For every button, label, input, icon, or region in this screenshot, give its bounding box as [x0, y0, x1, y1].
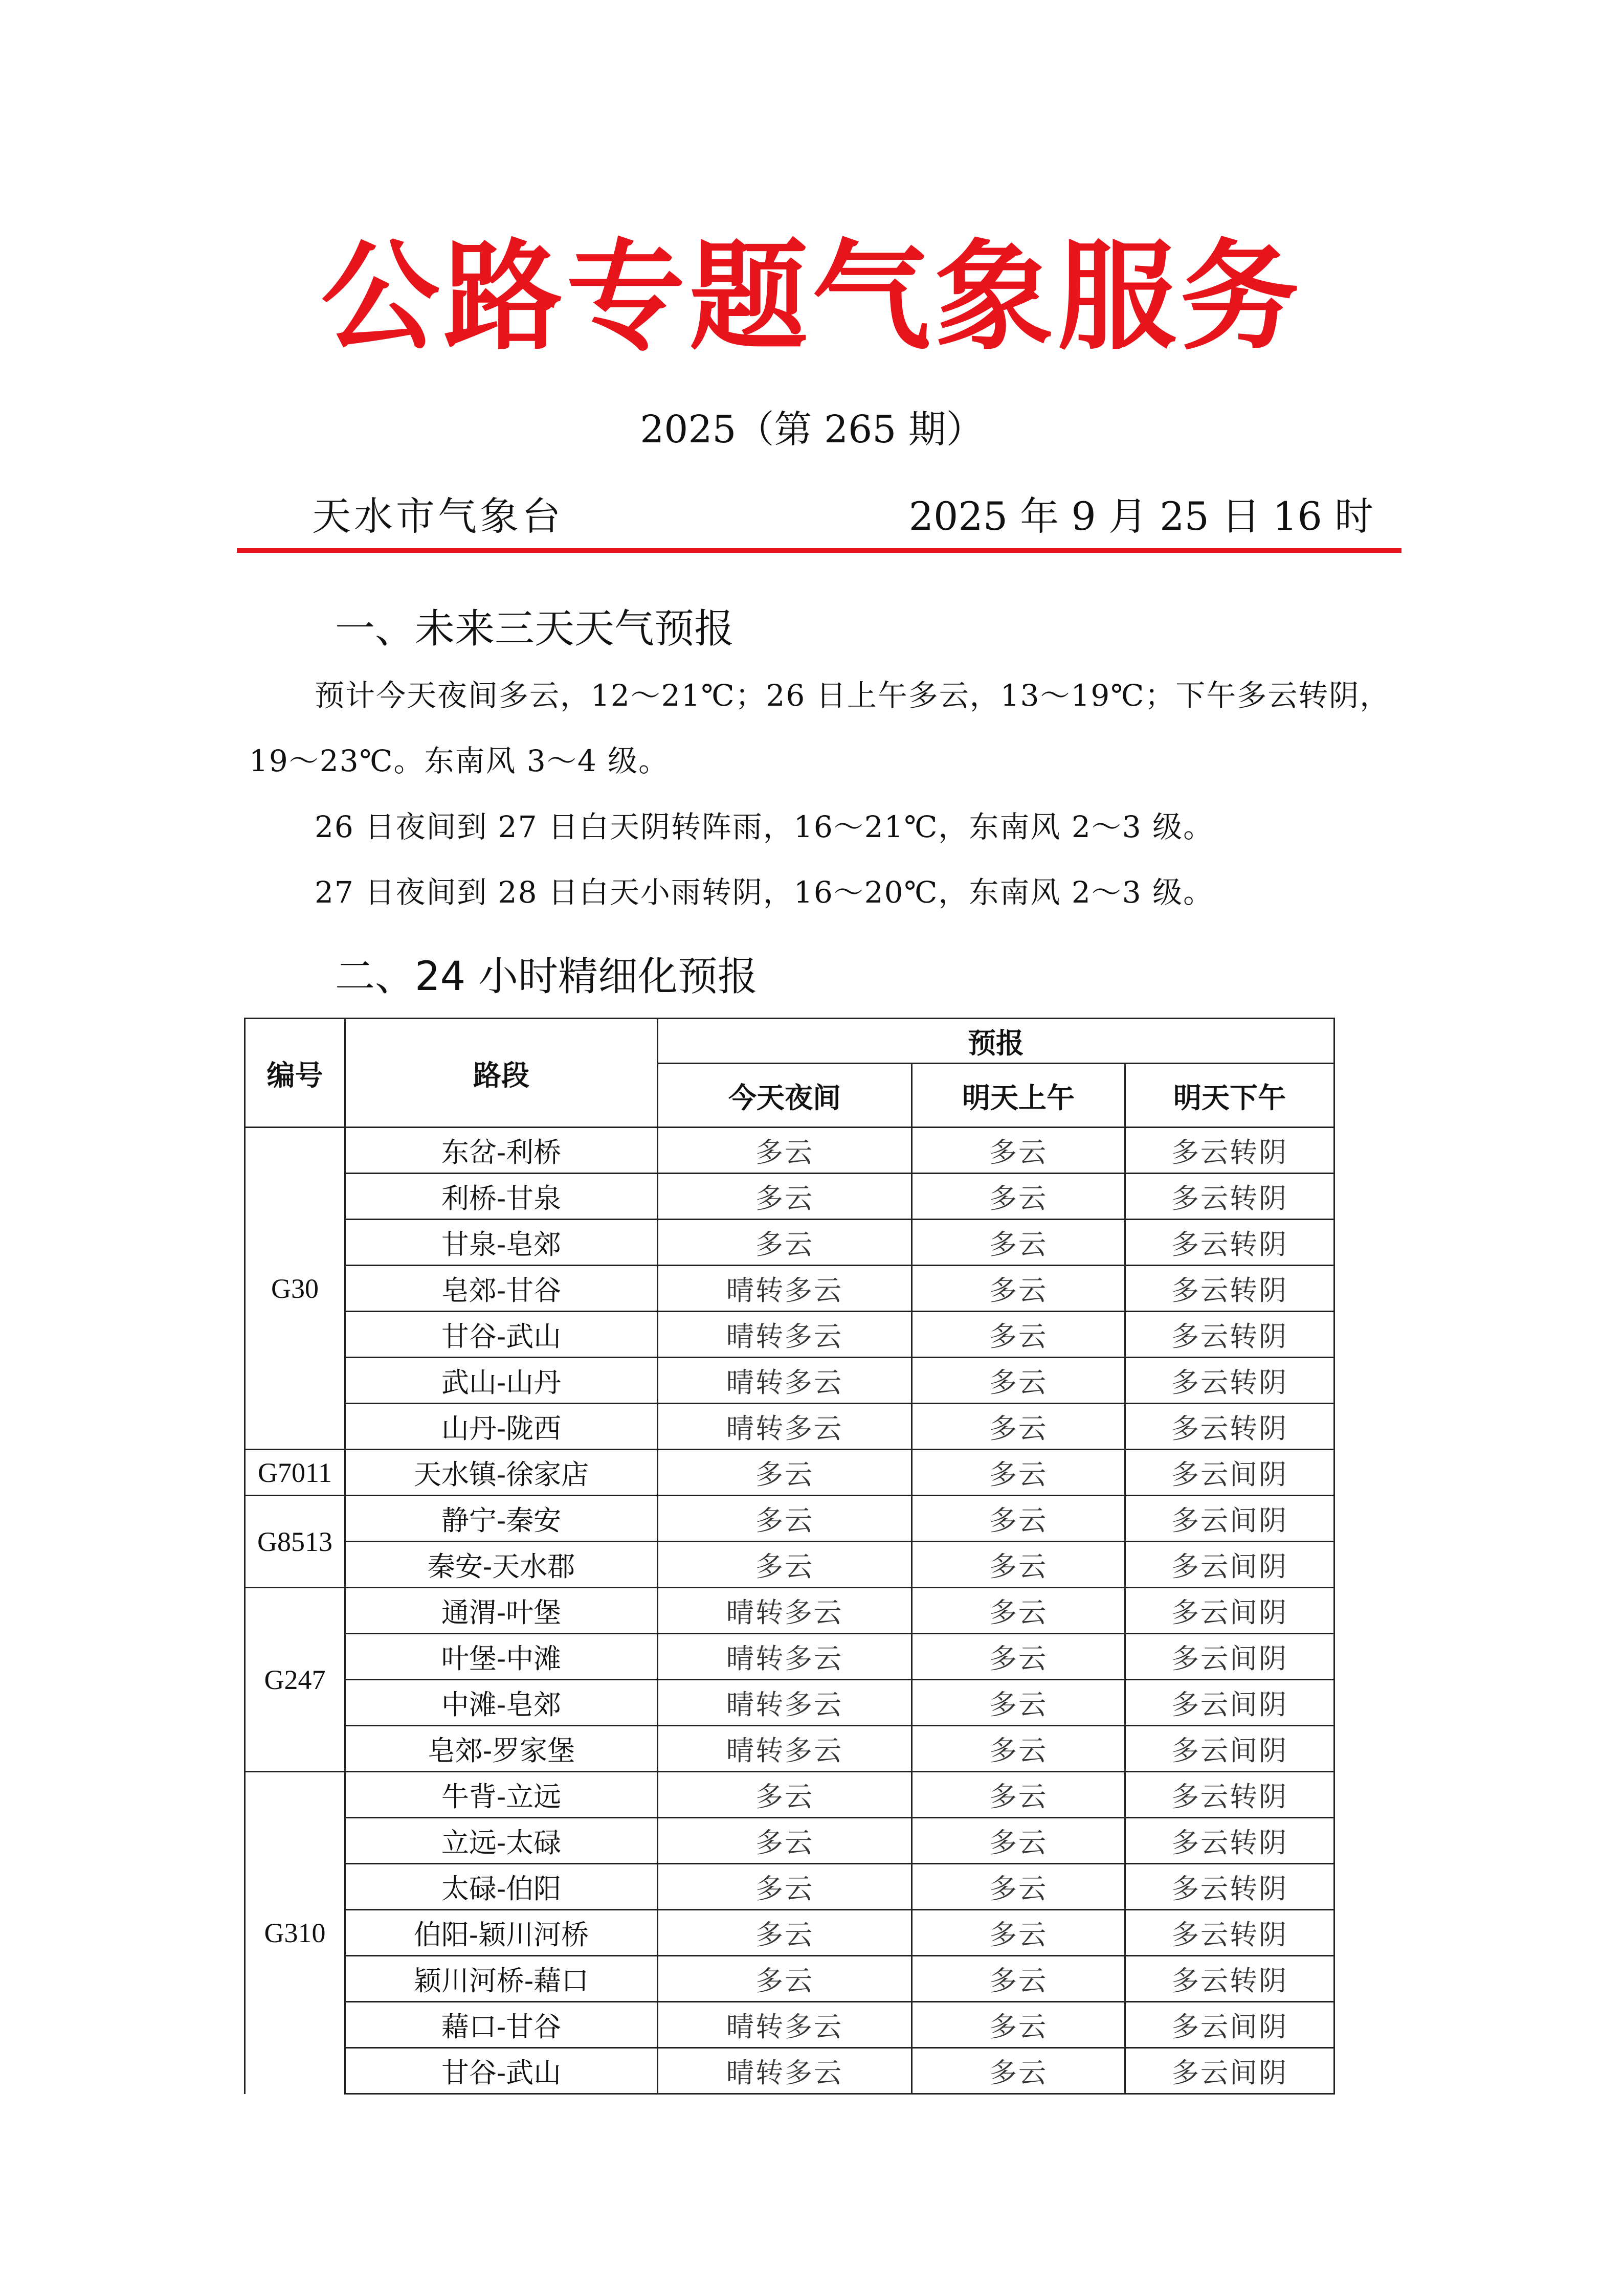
table-row [245, 1634, 1334, 1680]
issue-number: 2025（第 265 期） [640, 408, 984, 452]
section-heading-detailed: 二、24 小时精细化预报 [335, 954, 758, 1000]
table-row [245, 1910, 1334, 1956]
col-header-tonight: 今天夜间 [658, 1064, 912, 1128]
segment-cell: 东岔-利桥 [345, 1128, 658, 1174]
forecast-paragraph: 27 日夜间到 28 日白天小雨转阴，16～20℃，东南风 2～3 级。 [315, 875, 1214, 910]
table-row [245, 1450, 1334, 1496]
segment-cell: 天水镇-徐家店 [345, 1450, 658, 1496]
tonight-cell: 多云 [658, 1864, 912, 1910]
col-header-segment: 路段 [345, 1019, 658, 1128]
road-id-cell: G30 [245, 1128, 345, 1450]
segment-cell: 甘谷-武山 [345, 1312, 658, 1358]
tomorrow-am-cell: 多云 [912, 1312, 1125, 1358]
segment-cell: 静宁-秦安 [345, 1496, 658, 1542]
tomorrow-pm-cell: 多云转阴 [1125, 1772, 1334, 1818]
tomorrow-pm-cell: 多云转阴 [1125, 1956, 1334, 2002]
tonight-cell: 晴转多云 [658, 1726, 912, 1772]
segment-cell: 叶堡-中滩 [345, 1634, 658, 1680]
forecast-paragraph-line: 19～23℃。东南风 3～4 级。 [249, 744, 670, 778]
table-row [245, 1312, 1334, 1358]
col-header-tomorrow-am: 明天上午 [912, 1064, 1125, 1128]
tomorrow-am-cell: 多云 [912, 1496, 1125, 1542]
red-divider [237, 548, 1401, 553]
issuer-date-line [312, 488, 1373, 545]
tomorrow-pm-cell: 多云转阴 [1125, 1128, 1334, 1174]
tomorrow-pm-cell: 多云转阴 [1125, 1910, 1334, 1956]
tomorrow-pm-cell: 多云转阴 [1125, 1358, 1334, 1404]
tonight-cell: 多云 [658, 1542, 912, 1588]
table-row [245, 1772, 1334, 1818]
segment-cell: 立远-太碌 [345, 1818, 658, 1864]
tomorrow-am-cell: 多云 [912, 1956, 1125, 2002]
col-header-id: 编号 [245, 1019, 345, 1128]
issue-date: 2025 年 9 月 25 日 16 时 [908, 493, 1373, 539]
tomorrow-am-cell: 多云 [912, 2002, 1125, 2048]
table-row [245, 1358, 1334, 1404]
segment-cell: 通渭-叶堡 [345, 1588, 658, 1634]
tomorrow-am-cell: 多云 [912, 1404, 1125, 1450]
tomorrow-pm-cell: 多云间阴 [1125, 2048, 1334, 2094]
tomorrow-pm-cell: 多云转阴 [1125, 1220, 1334, 1266]
tonight-cell: 晴转多云 [658, 1266, 912, 1312]
section-heading-forecast: 一、未来三天天气预报 [335, 606, 735, 652]
road-id-cell: G247 [245, 1588, 345, 1772]
tomorrow-am-cell: 多云 [912, 1174, 1125, 1220]
table-row [245, 1404, 1334, 1450]
tomorrow-pm-cell: 多云间阴 [1125, 1726, 1334, 1772]
tonight-cell: 晴转多云 [658, 2002, 912, 2048]
segment-cell: 武山-山丹 [345, 1358, 658, 1404]
tomorrow-am-cell: 多云 [912, 1542, 1125, 1588]
tomorrow-pm-cell: 多云间阴 [1125, 1542, 1334, 1588]
tomorrow-pm-cell: 多云转阴 [1125, 1404, 1334, 1450]
segment-cell: 皂郊-罗家堡 [345, 1726, 658, 1772]
tonight-cell: 多云 [658, 1818, 912, 1864]
tomorrow-am-cell: 多云 [912, 1726, 1125, 1772]
table-row [245, 1864, 1334, 1910]
segment-cell: 皂郊-甘谷 [345, 1266, 658, 1312]
tonight-cell: 多云 [658, 1220, 912, 1266]
tomorrow-pm-cell: 多云转阴 [1125, 1266, 1334, 1312]
tonight-cell: 晴转多云 [658, 1680, 912, 1726]
tonight-cell: 多云 [658, 1956, 912, 2002]
table-row [245, 1128, 1334, 1174]
col-header-forecast: 预报 [658, 1019, 1334, 1064]
forecast-paragraph: 26 日夜间到 27 日白天阴转阵雨，16～21℃，东南风 2～3 级。 [315, 809, 1214, 844]
tonight-cell: 多云 [658, 1128, 912, 1174]
road-id-cell: G8513 [245, 1496, 345, 1588]
table-row [245, 2048, 1334, 2094]
tomorrow-am-cell: 多云 [912, 1772, 1125, 1818]
table-row [245, 1956, 1334, 2002]
tomorrow-am-cell: 多云 [912, 1358, 1125, 1404]
table-row [245, 1496, 1334, 1542]
tomorrow-am-cell: 多云 [912, 2048, 1125, 2094]
tonight-cell: 晴转多云 [658, 2048, 912, 2094]
segment-cell: 甘泉-皂郊 [345, 1220, 658, 1266]
tomorrow-am-cell: 多云 [912, 1266, 1125, 1312]
segment-cell: 伯阳-颖川河桥 [345, 1910, 658, 1956]
tonight-cell: 晴转多云 [658, 1588, 912, 1634]
tomorrow-pm-cell: 多云间阴 [1125, 1680, 1334, 1726]
road-id-cell: G310 [245, 1772, 345, 2094]
table-row [245, 1266, 1334, 1312]
tomorrow-pm-cell: 多云转阴 [1125, 1312, 1334, 1358]
segment-cell: 藉口-甘谷 [345, 2002, 658, 2048]
segment-cell: 利桥-甘泉 [345, 1174, 658, 1220]
tonight-cell: 晴转多云 [658, 1404, 912, 1450]
tomorrow-pm-cell: 多云间阴 [1125, 1450, 1334, 1496]
segment-cell: 牛背-立远 [345, 1772, 658, 1818]
tomorrow-am-cell: 多云 [912, 1634, 1125, 1680]
table-row [245, 1726, 1334, 1772]
tomorrow-pm-cell: 多云间阴 [1125, 1634, 1334, 1680]
tomorrow-pm-cell: 多云转阴 [1125, 1174, 1334, 1220]
tonight-cell: 多云 [658, 1772, 912, 1818]
bulletin-title: 公路专题气象服务 [321, 227, 1303, 366]
tomorrow-pm-cell: 多云转阴 [1125, 1818, 1334, 1864]
tonight-cell: 晴转多云 [658, 1312, 912, 1358]
tomorrow-am-cell: 多云 [912, 1864, 1125, 1910]
tomorrow-pm-cell: 多云转阴 [1125, 1864, 1334, 1910]
tomorrow-am-cell: 多云 [912, 1450, 1125, 1496]
table-row [245, 2002, 1334, 2048]
tonight-cell: 晴转多云 [658, 1634, 912, 1680]
tomorrow-am-cell: 多云 [912, 1220, 1125, 1266]
table-row [245, 1818, 1334, 1864]
segment-cell: 太碌-伯阳 [345, 1864, 658, 1910]
tomorrow-am-cell: 多云 [912, 1910, 1125, 1956]
segment-cell: 山丹-陇西 [345, 1404, 658, 1450]
tonight-cell: 多云 [658, 1174, 912, 1220]
tomorrow-am-cell: 多云 [912, 1680, 1125, 1726]
table-row [245, 1542, 1334, 1588]
tonight-cell: 多云 [658, 1910, 912, 1956]
segment-cell: 颖川河桥-藉口 [345, 1956, 658, 2002]
segment-cell: 秦安-天水郡 [345, 1542, 658, 1588]
tomorrow-am-cell: 多云 [912, 1588, 1125, 1634]
tomorrow-pm-cell: 多云间阴 [1125, 2002, 1334, 2048]
table-row [245, 1220, 1334, 1266]
tomorrow-pm-cell: 多云间阴 [1125, 1496, 1334, 1542]
tomorrow-am-cell: 多云 [912, 1128, 1125, 1174]
tomorrow-pm-cell: 多云间阴 [1125, 1588, 1334, 1634]
road-id-cell: G7011 [245, 1450, 345, 1496]
table-row [245, 1174, 1334, 1220]
tonight-cell: 多云 [658, 1450, 912, 1496]
forecast-paragraph-line: 预计今天夜间多云，12～21℃；26 日上午多云，13～19℃；下午多云转阴， [315, 678, 1391, 713]
tomorrow-am-cell: 多云 [912, 1818, 1125, 1864]
tonight-cell: 晴转多云 [658, 1358, 912, 1404]
issuer-name: 天水市气象台 [312, 493, 564, 539]
tonight-cell: 多云 [658, 1496, 912, 1542]
forecast-table [244, 1018, 1335, 2095]
segment-cell: 甘谷-武山 [345, 2048, 658, 2094]
segment-cell: 中滩-皂郊 [345, 1680, 658, 1726]
table-row [245, 1680, 1334, 1726]
table-row [245, 1588, 1334, 1634]
col-header-tomorrow-pm: 明天下午 [1125, 1064, 1334, 1128]
